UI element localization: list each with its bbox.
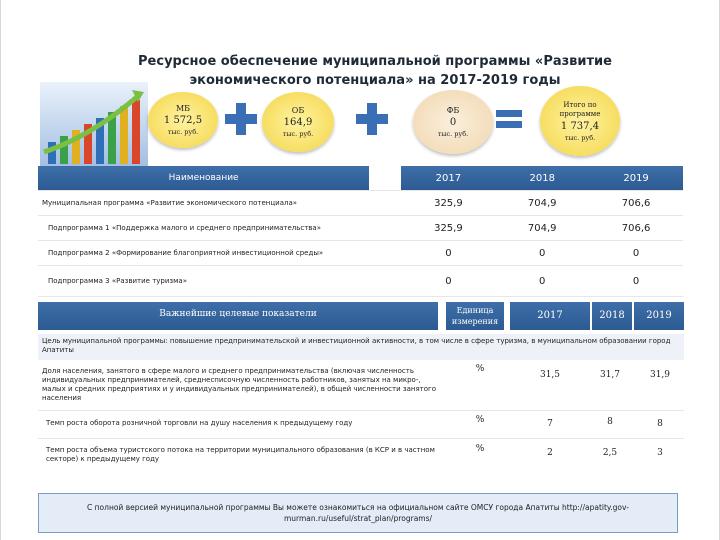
growth-chart-icon <box>40 82 148 172</box>
row-2019: 0 <box>589 241 683 266</box>
row-2017: 325,9 <box>401 191 495 216</box>
table-row <box>38 241 683 266</box>
row-2018: 704,9 <box>495 191 589 216</box>
indicator-2017: 7 <box>547 419 553 429</box>
indicator-name: Темп роста объема туристского потока на территории муниципального образования (в КСР и в частном секторе) к предыдущему году <box>46 446 435 463</box>
bubble-mb-label: МБ <box>175 104 191 113</box>
header-name: Наименование <box>38 166 369 191</box>
row-name: Подпрограмма 2 «Формирование благоприятной инвестиционной среды» <box>38 241 369 266</box>
row-2018: 0 <box>495 241 589 266</box>
indicator-2019: 8 <box>657 419 663 429</box>
footer-text[interactable]: С полной версией муниципальной программы Вы можете ознакомиться на официальном сайте ОМСУ города Апатиты http://apatity.gov-murman.ru/useful/strat_plan/programs/ <box>87 503 629 523</box>
row-2017: 0 <box>401 266 495 297</box>
bubble-fb-value: 0 <box>449 117 457 128</box>
indicator-2018: 2,5 <box>602 448 618 458</box>
bubble-fb-label: ФБ <box>446 106 460 115</box>
bubble-total-value: 1 737,4 <box>560 120 600 132</box>
header-2019: 2019 <box>589 166 683 191</box>
bubble-total-unit: тыс. руб. <box>564 133 596 142</box>
row-name: Подпрограмма 1 «Поддержка малого и среднего предпринимательства» <box>38 216 369 241</box>
indicator-2019: 31,9 <box>649 370 671 380</box>
row-2017: 0 <box>401 241 495 266</box>
indicator-unit: % <box>475 415 485 425</box>
bubble-ob-label: ОБ <box>291 106 305 115</box>
financing-table <box>38 166 683 297</box>
bubble-mb-value: 1 572,5 <box>163 115 203 126</box>
header-2017: 2017 <box>401 166 495 191</box>
row-2018: 704,9 <box>495 216 589 241</box>
table-row <box>38 216 683 241</box>
indicator-name: Темп роста оборота розничной торговли на душу населения к предыдущему году <box>46 419 353 427</box>
row-divider <box>38 410 684 411</box>
indicators-header-2018: 2018 <box>592 302 632 330</box>
row-2019: 706,6 <box>589 191 683 216</box>
plus-icon <box>356 103 388 135</box>
row-2017: 325,9 <box>401 216 495 241</box>
bubble-ob <box>262 92 334 152</box>
indicator-2018: 31,7 <box>599 370 621 380</box>
row-name: Муниципальная программа «Развитие экономического потенциала» <box>38 191 369 216</box>
indicator-unit: % <box>475 364 485 374</box>
program-goal: Цель муниципальной программы: повышение предпринимательской и инвестиционной активности, в том числе в сфере туризма, в муниципальном образовании город Апатиты <box>38 334 684 360</box>
page-title: Ресурсное обеспечение муниципальной программы «Развитие экономического потенциала» на 2017-2019 годы <box>138 54 612 88</box>
bubble-total <box>540 86 620 156</box>
plus-icon <box>225 103 257 135</box>
row-2019: 706,6 <box>589 216 683 241</box>
indicator-2017: 2 <box>547 448 553 458</box>
equals-icon <box>496 107 522 131</box>
indicators-header: Важнейшие целевые показатели <box>38 302 438 330</box>
indicator-2019: 3 <box>657 448 663 458</box>
bubble-mb-unit: тыс. руб. <box>167 128 199 136</box>
row-divider <box>38 438 684 439</box>
indicator-2017: 31,5 <box>539 370 561 380</box>
header-2018: 2018 <box>495 166 589 191</box>
indicator-name: Доля населения, занятого в сфере малого и среднего предпринимательства (включая численность индивидуальных предпринимателей, среднесписочную численность работников, занятых на микро-, малых и средних предприятиях и у индивидуальных предпринимателей), в общей численности занятого населения <box>42 367 436 402</box>
indicators-header-2017: 2017 <box>510 302 590 330</box>
row-2019: 0 <box>589 266 683 297</box>
table-row <box>38 266 683 297</box>
bubble-mb <box>148 92 218 148</box>
financing-table-header <box>38 166 683 191</box>
footer-note <box>38 493 678 533</box>
indicator-unit: % <box>475 444 485 454</box>
bubble-total-label: Итого по программе <box>559 100 601 118</box>
bubble-ob-value: 164,9 <box>283 117 313 128</box>
indicators-header-2019: 2019 <box>634 302 684 330</box>
row-2018: 0 <box>495 266 589 297</box>
table-row <box>38 191 683 216</box>
row-name: Подпрограмма 3 «Развитие туризма» <box>38 266 369 297</box>
indicator-2018: 8 <box>607 417 613 427</box>
unit-header: Единица измерения <box>446 302 504 330</box>
bubble-ob-unit: тыс. руб. <box>282 130 314 138</box>
bubble-fb-unit: тыс. руб. <box>437 130 469 138</box>
bubble-fb <box>413 90 493 154</box>
